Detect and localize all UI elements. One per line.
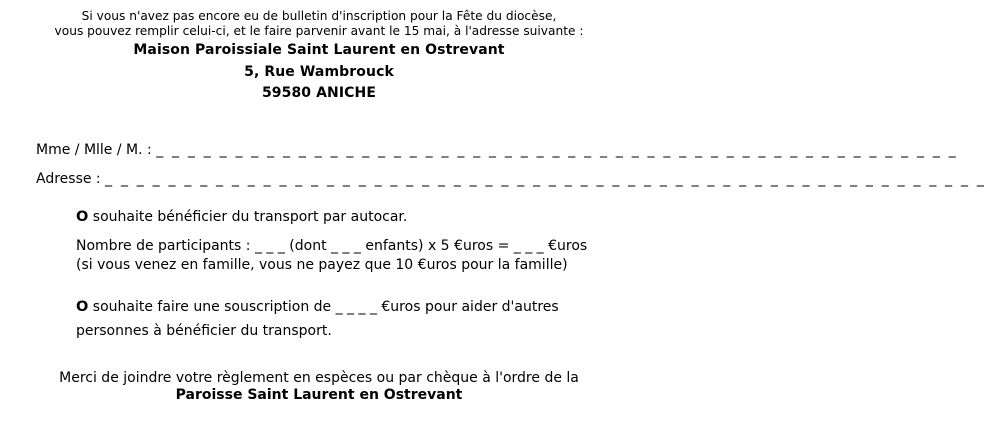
participants-line: Nombre de participants : _ _ _ (dont _ _ _ enfants) x 5 €uros = _ _ _ €uros [76, 238, 588, 254]
transport-checkbox-icon[interactable]: O [76, 209, 89, 225]
subscription-line-2: personnes à bénéficier du transport. [76, 323, 332, 339]
intro-line-1: Si vous n'avez pas encore eu de bulletin d'inscription pour la Fête du diocèse, [81, 9, 557, 23]
subscription-label: souhaite faire une souscription de _ _ _ _ €uros pour aider d'autres [92, 299, 559, 315]
address-field[interactable] [36, 171, 986, 187]
address-city: 59580 ANICHE [261, 85, 377, 101]
address-blank[interactable]: _ _ _ _ _ _ _ _ _ _ _ _ _ _ _ _ _ _ _ _ _ _ _ _ _ _ _ _ _ _ _ _ _ _ _ _ _ _ _ _ _ _ _ _ _ _ _ _ _ _ _ _ _ _ _ _ [105, 171, 986, 187]
transport-option[interactable] [76, 209, 407, 225]
name-field[interactable] [36, 142, 958, 158]
name-label: Mme / Mlle / M. : [36, 142, 152, 158]
name-blank[interactable]: _ _ _ _ _ _ _ _ _ _ _ _ _ _ _ _ _ _ _ _ _ _ _ _ _ _ _ _ _ _ _ _ _ _ _ _ _ _ _ _ _ _ _ _ _ _ _ _ _ _ _ [156, 142, 958, 158]
subscription-checkbox-icon[interactable]: O [76, 299, 89, 315]
subscription-option[interactable] [76, 299, 559, 315]
transport-label: souhaite bénéficier du transport par autocar. [92, 209, 408, 225]
address-street: 5, Rue Wambrouck [244, 64, 394, 80]
closing-text: Merci de joindre votre règlement en espèces ou par chèque à l'ordre de la [59, 370, 579, 386]
intro-line-2: vous pouvez remplir celui-ci, et le faire parvenir avant le 15 mai, à l'adresse suivante : [54, 23, 584, 38]
address-label: Adresse : [36, 171, 101, 187]
intro-text [0, 9, 638, 38]
address-name: Maison Paroissiale Saint Laurent en Ostrevant [133, 42, 505, 58]
closing-payee: Paroisse Saint Laurent en Ostrevant [175, 387, 463, 403]
family-note: (si vous venez en famille, vous ne payez que 10 €uros pour la famille) [76, 257, 568, 273]
